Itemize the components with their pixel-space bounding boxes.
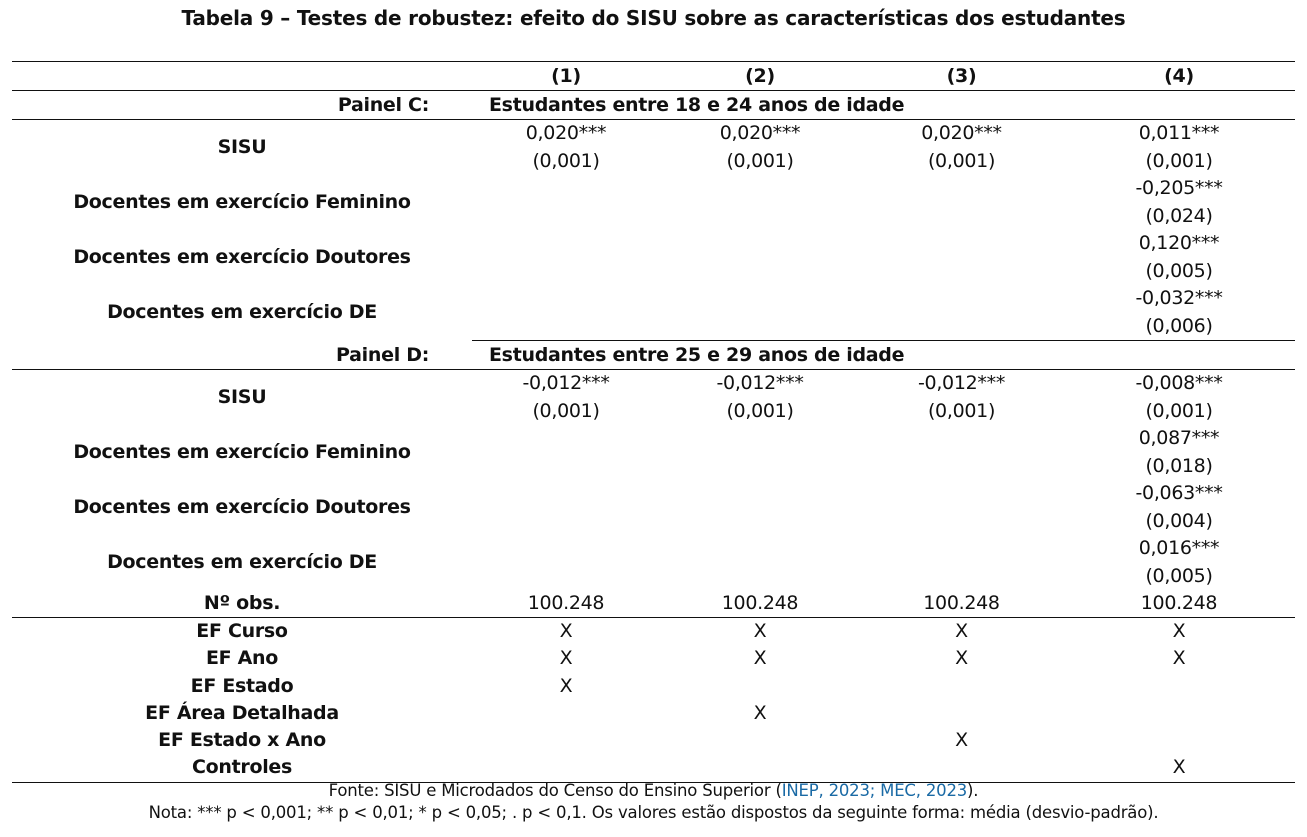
coefficient-cell: 0,020*** bbox=[921, 122, 1002, 144]
fixed-effect-mark: X bbox=[559, 647, 573, 670]
std-error-cell: (0,001) bbox=[1145, 149, 1213, 172]
coefficient-cell bbox=[472, 230, 660, 258]
regression-table bbox=[12, 61, 1295, 783]
coefficient-row bbox=[12, 425, 1295, 453]
std-error-cell: (0,004) bbox=[1145, 509, 1213, 532]
observations-cell: 100.248 bbox=[472, 590, 660, 618]
observations-row bbox=[12, 590, 1295, 618]
source-text: Fonte: SISU e Microdados do Censo do Ensino Superior ( bbox=[328, 781, 782, 800]
fixed-effect-label: EF Curso bbox=[196, 620, 288, 642]
coefficient-row bbox=[12, 175, 1295, 203]
coefficient-row bbox=[12, 535, 1295, 563]
std-error-cell: (0,001) bbox=[1145, 399, 1213, 422]
coefficient-cell: -0,012*** bbox=[522, 372, 610, 394]
std-error-cell: (0,001) bbox=[532, 399, 600, 422]
std-error-cell bbox=[660, 203, 860, 231]
std-error-cell bbox=[660, 563, 860, 591]
row-label: Docentes em exercício Doutores bbox=[73, 245, 411, 268]
coefficient-cell bbox=[860, 425, 1063, 453]
std-error-cell bbox=[660, 508, 860, 536]
std-error-cell bbox=[860, 313, 1063, 341]
std-error-cell: (0,006) bbox=[1063, 313, 1295, 341]
panel-label: Painel C: bbox=[12, 91, 472, 120]
fixed-effect-label: EF Ano bbox=[205, 647, 279, 670]
fixed-effect-mark: X bbox=[753, 701, 767, 724]
fixed-effect-mark: X bbox=[1172, 620, 1186, 642]
fixed-effect-label: Controles bbox=[12, 754, 472, 782]
row-label: Docentes em exercício Feminino bbox=[73, 440, 411, 463]
row-label: Docentes em exercício DE bbox=[107, 301, 377, 323]
coefficient-cell: -0,063*** bbox=[1135, 482, 1223, 504]
fixed-effect-mark bbox=[1063, 673, 1295, 700]
panel-header-row bbox=[12, 91, 1295, 120]
std-error-cell bbox=[472, 313, 660, 341]
fixed-effect-mark bbox=[472, 754, 660, 782]
coefficient-cell bbox=[472, 425, 660, 453]
fixed-effect-row bbox=[12, 618, 1295, 646]
std-error-cell: (0,001) bbox=[726, 149, 794, 172]
coefficient-cell bbox=[860, 175, 1063, 203]
fixed-effect-mark: X bbox=[753, 647, 767, 670]
column-header: (4) bbox=[1063, 62, 1295, 91]
std-error-cell bbox=[472, 563, 660, 591]
panel-label: Painel D: bbox=[12, 341, 472, 370]
observations-label: Nº obs. bbox=[12, 590, 472, 618]
fixed-effect-label: EF Área Detalhada bbox=[145, 701, 339, 724]
std-error-cell bbox=[660, 313, 860, 341]
coefficient-cell bbox=[860, 480, 1063, 508]
fixed-effect-row bbox=[12, 727, 1295, 754]
row-label: Docentes em exercício Feminino bbox=[73, 190, 411, 213]
fixed-effect-mark: X bbox=[955, 647, 968, 670]
std-error-cell: (0,001) bbox=[532, 149, 600, 172]
fixed-effect-row bbox=[12, 673, 1295, 700]
coefficient-cell bbox=[472, 480, 660, 508]
std-error-cell: (0,001) bbox=[927, 149, 996, 172]
fixed-effect-label: EF Estado bbox=[190, 674, 294, 697]
coefficient-cell bbox=[472, 175, 660, 203]
row-label: SISU bbox=[217, 385, 267, 408]
fixed-effect-mark bbox=[860, 673, 1063, 700]
fixed-effect-row bbox=[12, 754, 1295, 782]
coefficient-cell bbox=[660, 480, 860, 508]
std-error-cell bbox=[860, 203, 1063, 231]
fixed-effect-mark: X bbox=[955, 729, 968, 752]
row-label: Docentes em exercício Doutores bbox=[73, 495, 411, 518]
coefficient-row bbox=[12, 480, 1295, 508]
coefficient-cell: -0,012*** bbox=[716, 372, 804, 394]
fixed-effect-row bbox=[12, 645, 1295, 672]
coefficient-cell: 0,011*** bbox=[1138, 122, 1220, 144]
std-error-cell bbox=[860, 563, 1063, 591]
fixed-effect-mark bbox=[1063, 727, 1295, 754]
std-error-cell bbox=[472, 258, 660, 286]
fixed-effect-mark bbox=[660, 754, 860, 782]
std-error-cell bbox=[472, 453, 660, 481]
std-error-cell: (0,005) bbox=[1145, 259, 1213, 282]
std-error-cell bbox=[660, 258, 860, 286]
column-header: (3) bbox=[860, 62, 1063, 91]
fixed-effect-mark bbox=[660, 727, 860, 754]
coefficient-cell bbox=[660, 285, 860, 313]
panel-description: Estudantes entre 25 e 29 anos de idade bbox=[472, 341, 1295, 370]
coefficient-cell bbox=[660, 175, 860, 203]
coefficient-cell bbox=[472, 535, 660, 563]
panel-description: Estudantes entre 18 e 24 anos de idade bbox=[472, 91, 1295, 120]
fixed-effect-mark: X bbox=[955, 620, 968, 642]
std-error-cell bbox=[860, 258, 1063, 286]
fixed-effect-mark bbox=[660, 673, 860, 700]
source-note bbox=[0, 780, 1307, 802]
coefficient-cell: -0,008*** bbox=[1135, 372, 1223, 394]
observations-cell: 100.248 bbox=[860, 590, 1063, 618]
coefficient-cell bbox=[660, 425, 860, 453]
std-error-cell: (0,018) bbox=[1145, 454, 1213, 477]
coefficient-cell bbox=[660, 230, 860, 258]
coefficient-row bbox=[12, 285, 1295, 313]
coefficient-cell: -0,205*** bbox=[1135, 177, 1223, 199]
fixed-effect-row bbox=[12, 700, 1295, 727]
coefficient-row bbox=[12, 120, 1295, 148]
fixed-effect-mark: X bbox=[559, 674, 573, 697]
fixed-effect-label: EF Estado x Ano bbox=[158, 729, 326, 752]
table-title: Tabela 9 – Testes de robustez: efeito do SISU sobre as características dos estudantes bbox=[181, 6, 1126, 30]
coefficient-cell bbox=[472, 285, 660, 313]
coefficient-cell: 0,020*** bbox=[525, 122, 607, 144]
fixed-effect-mark bbox=[860, 700, 1063, 727]
row-label: Docentes em exercício DE bbox=[107, 550, 377, 573]
coefficient-cell: -0,032*** bbox=[1135, 287, 1223, 309]
std-error-cell: (0,001) bbox=[726, 399, 794, 422]
observations-cell: 100.248 bbox=[1063, 590, 1295, 618]
coefficient-cell: 0,016*** bbox=[1138, 537, 1220, 559]
coefficient-cell: 0,020*** bbox=[719, 122, 801, 144]
table-body bbox=[12, 62, 1295, 783]
source-text-end: ). bbox=[967, 781, 979, 800]
coefficient-cell bbox=[860, 230, 1063, 258]
fixed-effect-mark bbox=[1063, 700, 1295, 727]
std-error-cell bbox=[472, 203, 660, 231]
coefficient-cell bbox=[660, 535, 860, 563]
column-header-row bbox=[12, 62, 1295, 91]
std-error-cell bbox=[472, 508, 660, 536]
coefficient-cell: 0,120*** bbox=[1138, 232, 1220, 254]
coefficient-cell: -0,012*** bbox=[917, 372, 1006, 394]
std-error-cell: (0,001) bbox=[927, 399, 996, 422]
fixed-effect-mark bbox=[472, 727, 660, 754]
observations-cell: 100.248 bbox=[660, 590, 860, 618]
coefficient-row bbox=[12, 230, 1295, 258]
column-header: (2) bbox=[660, 62, 860, 91]
coefficient-cell bbox=[860, 535, 1063, 563]
row-label: SISU bbox=[217, 135, 267, 158]
panel-header-row bbox=[12, 341, 1295, 370]
fixed-effect-mark: X bbox=[1172, 647, 1186, 670]
column-header: (1) bbox=[472, 62, 660, 91]
header-blank bbox=[12, 62, 472, 91]
fixed-effect-mark bbox=[860, 754, 1063, 782]
std-error-cell bbox=[660, 453, 860, 481]
coefficient-cell: 0,087*** bbox=[1138, 427, 1220, 449]
fixed-effect-mark: X bbox=[559, 620, 573, 642]
std-error-cell bbox=[860, 453, 1063, 481]
std-error-cell: (0,005) bbox=[1145, 564, 1213, 587]
std-error-cell: (0,024) bbox=[1145, 204, 1213, 227]
std-error-cell bbox=[860, 508, 1063, 536]
fixed-effect-mark: X bbox=[753, 620, 767, 642]
fixed-effect-mark bbox=[472, 700, 660, 727]
fixed-effect-mark: X bbox=[1063, 754, 1295, 782]
significance-note: Nota: *** p < 0,001; ** p < 0,01; * p < 0,05; . p < 0,1. Os valores estão dispostos da seguinte forma: média (desvio-padrão). bbox=[148, 803, 1159, 822]
coefficient-cell bbox=[860, 285, 1063, 313]
coefficient-row bbox=[12, 370, 1295, 398]
source-citation-link[interactable]: INEP, 2023; MEC, 2023 bbox=[781, 781, 968, 800]
